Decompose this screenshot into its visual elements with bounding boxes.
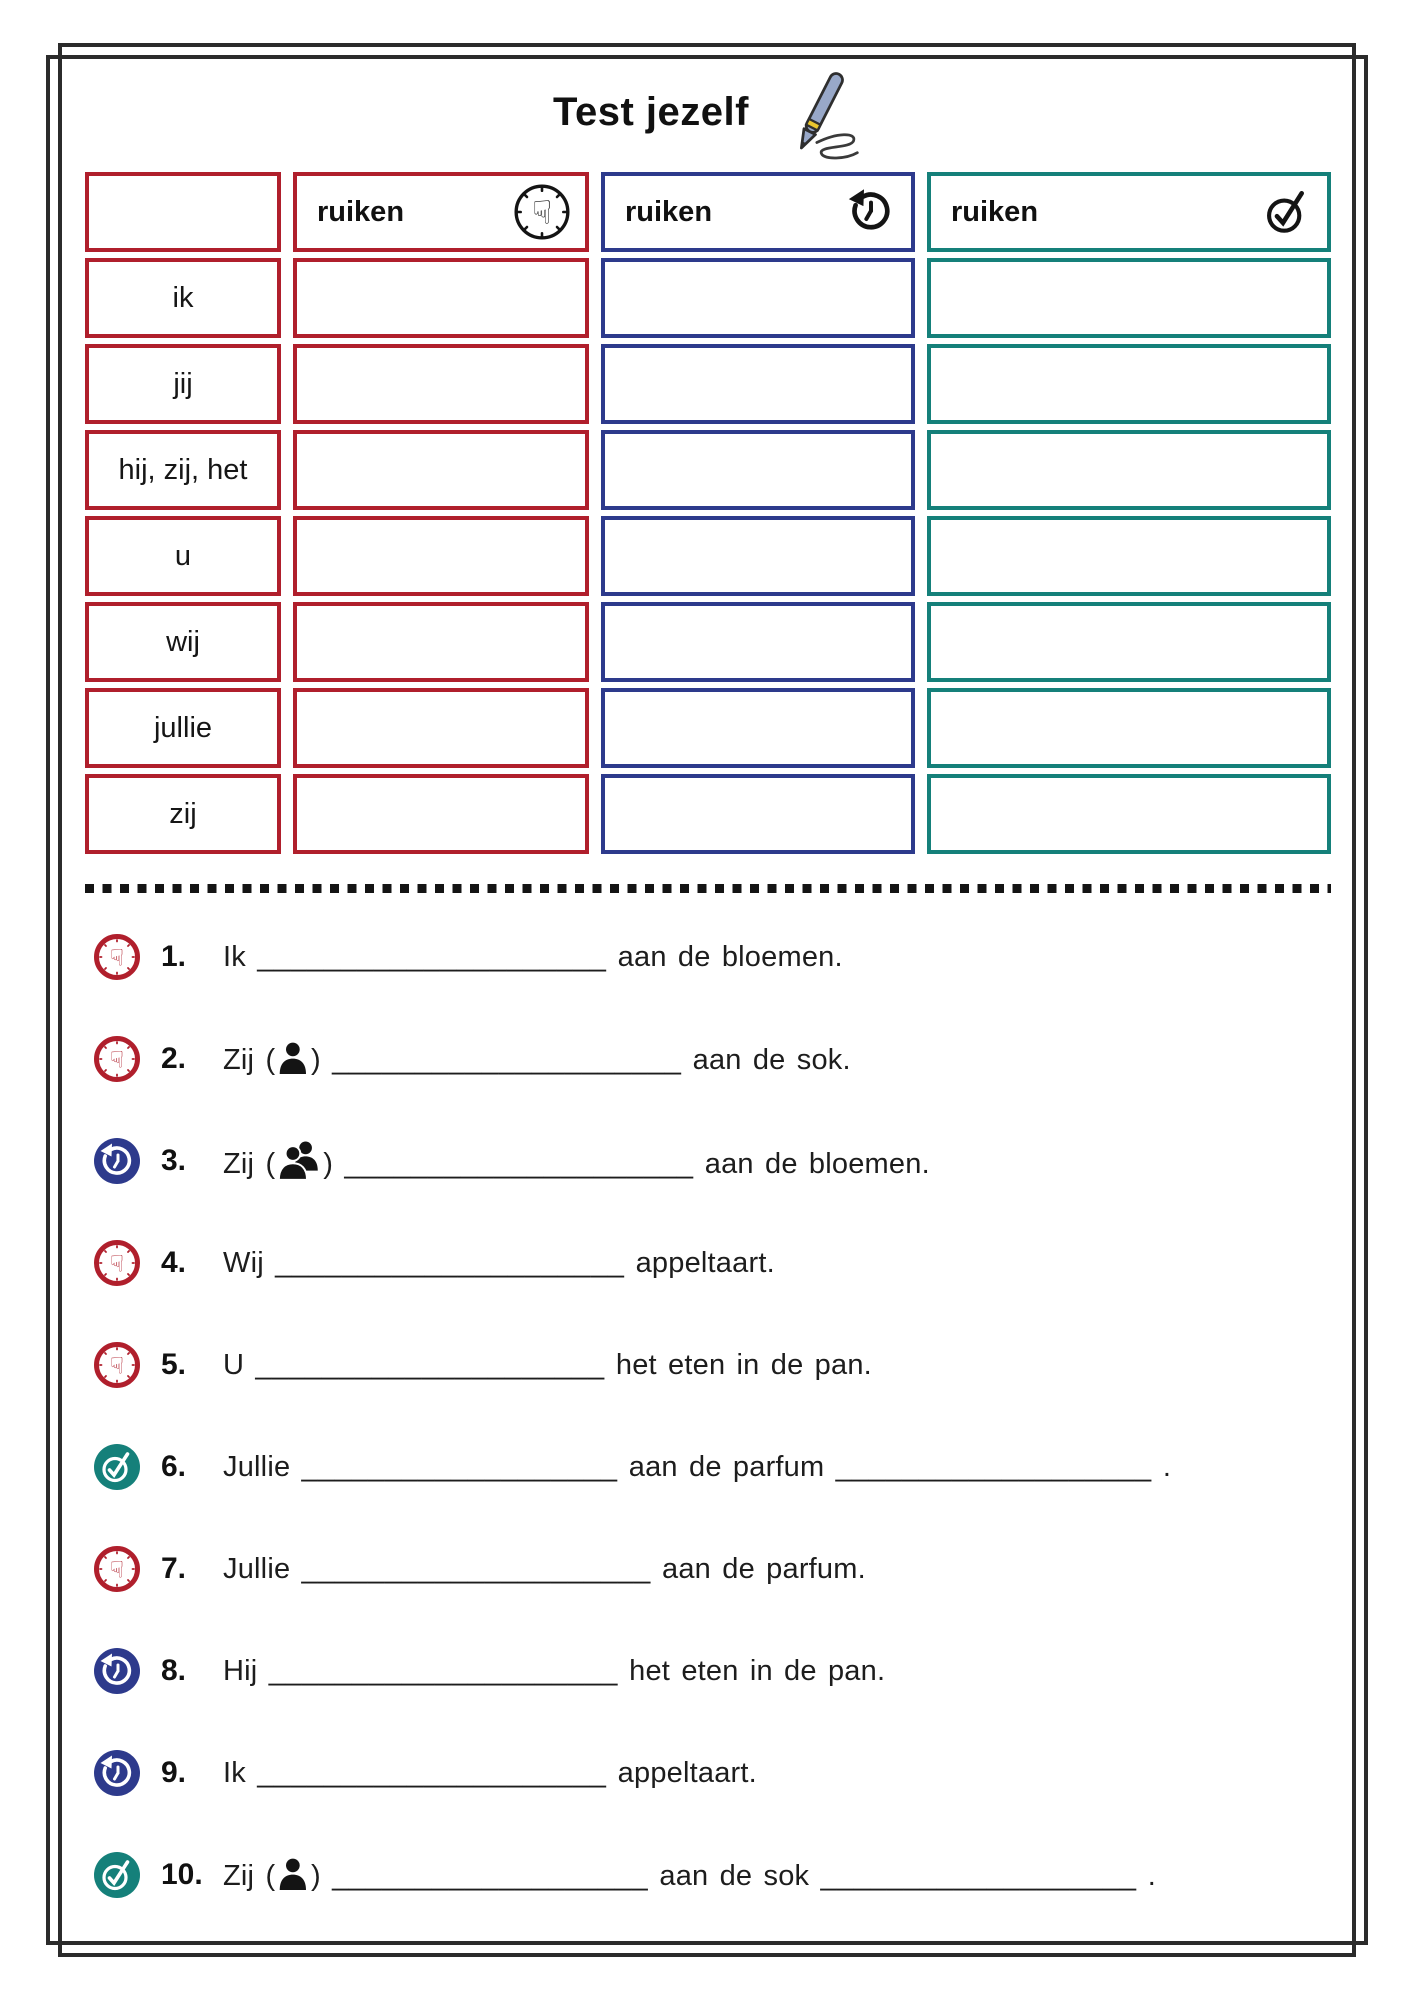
table-row-1 [85,344,1331,424]
answer-blank[interactable]: _____________________ [344,1148,694,1180]
header [0,55,1414,170]
pronoun-cell-0 [85,258,281,338]
answer-blank[interactable]: _____________________ [332,1043,682,1076]
sentence-text: Zij ( [223,1859,276,1892]
tense-icon-wrap [93,1239,141,1287]
answer-cell-present-3[interactable] [293,516,589,596]
table-header-row [85,172,1331,252]
table-row-2 [85,430,1331,510]
pronoun-cell-4 [85,602,281,682]
svg-text:☟: ☟ [109,1353,125,1380]
conjugation-table [85,172,1331,860]
pronoun-label: jullie [153,711,213,744]
checkmark-circle-icon [93,1443,141,1491]
table-row-5 [85,688,1331,768]
exercise-sentence [223,1451,1171,1484]
sentence-text: aan de sok. [681,1043,851,1076]
pronoun-cell-2 [85,430,281,510]
answer-cell-past-0[interactable] [601,258,915,338]
answer-blank[interactable]: ___________________ [332,1859,649,1892]
exercise-sentence [223,1655,885,1688]
now-clock-hand-icon [511,181,573,243]
history-arrow-icon [93,1137,141,1185]
answer-cell-perfect-5[interactable] [927,688,1331,768]
tense-icon-wrap [93,1137,141,1185]
answer-cell-present-6[interactable] [293,774,589,854]
exercise-row-6 [93,1416,1363,1518]
exercise-list [93,906,1363,1926]
tense-icon-wrap [93,1443,141,1491]
tense-icon-wrap [93,933,141,981]
header-cell-past [601,172,915,252]
exercise-row-3 [93,1110,1363,1212]
pronoun-label: zij [169,797,197,830]
exercise-row-8 [93,1620,1363,1722]
table-row-0 [85,258,1331,338]
exercise-number: 9. [161,1756,187,1789]
sentence-text: . [1136,1859,1156,1892]
checkmark-circle-icon [1257,183,1315,241]
sentence-text: ) [323,1148,345,1180]
header-cell-present [293,172,589,252]
sentence-text: appeltaart. [606,1756,757,1789]
svg-text:☟: ☟ [532,193,552,232]
exercise-number: 6. [161,1450,187,1483]
pronoun-cell-5 [85,688,281,768]
history-arrow-icon [93,1749,141,1797]
answer-cell-past-4[interactable] [601,602,915,682]
exercise-row-5 [93,1314,1363,1416]
sentence-text: aan de bloemen. [693,1148,930,1180]
pronoun-cell-3 [85,516,281,596]
header-cell-perfect [927,172,1331,252]
history-arrow-icon [93,1647,141,1695]
tense-icon-wrap [93,1035,141,1083]
exercise-number: 1. [161,940,187,973]
answer-cell-perfect-2[interactable] [927,430,1331,510]
sentence-text: appeltaart. [624,1246,775,1279]
answer-cell-present-4[interactable] [293,602,589,682]
group-icon [277,1141,321,1181]
answer-blank[interactable]: _____________________ [257,1756,607,1789]
sentence-text: het eten in de pan. [604,1348,872,1381]
tense-icon-wrap [93,1851,141,1899]
exercise-sentence [223,1042,851,1077]
history-arrow-icon [843,184,899,240]
pronoun-label: u [174,539,192,572]
exercise-sentence [223,1247,775,1280]
person-icon [278,1042,308,1074]
sentence-text: aan de parfum. [650,1552,866,1585]
exercise-sentence [223,1858,1156,1893]
svg-text:☟: ☟ [109,1251,125,1278]
answer-cell-present-1[interactable] [293,344,589,424]
now-clock-hand-icon [93,1341,141,1389]
answer-blank[interactable]: ___________________ [820,1859,1137,1892]
answer-cell-perfect-4[interactable] [927,602,1331,682]
exercise-sentence [223,1141,930,1181]
sentence-text: Wij [223,1246,276,1279]
sentence-text: Zij ( [223,1043,276,1076]
answer-cell-perfect-3[interactable] [927,516,1331,596]
pronoun-label: jij [173,367,193,400]
sentence-text: Ik [223,1756,258,1789]
sentence-text: ) [311,1043,333,1076]
answer-cell-past-3[interactable] [601,516,915,596]
table-body [85,258,1331,854]
table-row-4 [85,602,1331,682]
exercise-sentence [223,941,843,974]
sentence-text: Jullie [223,1552,302,1585]
sentence-text: U [223,1348,256,1381]
now-clock-hand-icon [93,1545,141,1593]
exercise-row-7 [93,1518,1363,1620]
person-icon [278,1858,308,1890]
sentence-text: . [1151,1450,1172,1483]
now-clock-hand-icon [93,1239,141,1287]
sentence-text: aan de sok [648,1859,821,1892]
verb-label: ruiken [317,195,405,228]
exercise-row-9 [93,1722,1363,1824]
exercise-row-2 [93,1008,1363,1110]
sentence-text: het eten in de pan. [617,1654,886,1687]
answer-cell-past-1[interactable] [601,344,915,424]
exercise-number: 5. [161,1348,187,1381]
exercise-row-10 [93,1824,1363,1926]
dotted-divider [85,884,1331,893]
answer-cell-perfect-1[interactable] [927,344,1331,424]
answer-blank[interactable]: _____________________ [255,1348,605,1381]
exercise-sentence [223,1757,757,1790]
pronoun-label: hij, zij, het [118,453,248,486]
pronoun-cell-1 [85,344,281,424]
exercise-number: 8. [161,1654,187,1687]
answer-blank[interactable]: ___________________ [835,1450,1152,1483]
tense-icon-wrap [93,1545,141,1593]
table-row-3 [85,516,1331,596]
exercise-row-4 [93,1212,1363,1314]
table-corner-cell [85,172,281,252]
answer-cell-perfect-0[interactable] [927,258,1331,338]
answer-cell-present-0[interactable] [293,258,589,338]
verb-label: ruiken [951,195,1039,228]
exercise-number: 2. [161,1042,187,1075]
svg-text:☟: ☟ [109,945,125,972]
exercise-number: 4. [161,1246,187,1279]
sentence-text: aan de bloemen. [606,940,843,973]
sentence-text: Ik [223,940,258,973]
svg-text:☟: ☟ [109,1047,125,1074]
tense-icon-wrap [93,1749,141,1797]
exercise-row-1 [93,906,1363,1008]
answer-blank[interactable]: _____________________ [268,1654,618,1687]
answer-cell-past-5[interactable] [601,688,915,768]
tense-icon-wrap [93,1341,141,1389]
verb-label: ruiken [625,195,713,228]
answer-cell-present-2[interactable] [293,430,589,510]
answer-cell-past-2[interactable] [601,430,915,510]
sentence-text: Zij ( [223,1148,276,1180]
exercise-number: 10. [161,1858,203,1891]
exercise-number: 7. [161,1552,187,1585]
sentence-text: Jullie [223,1450,302,1483]
checkmark-circle-icon [93,1851,141,1899]
now-clock-hand-icon [93,1035,141,1083]
tense-icon-wrap [93,1647,141,1695]
svg-text:☟: ☟ [109,1557,125,1584]
pronoun-label: ik [172,281,194,314]
answer-blank[interactable]: ___________________ [301,1450,618,1483]
table-row-6 [85,774,1331,854]
sentence-text: aan de parfum [617,1450,836,1483]
exercise-sentence [223,1553,866,1586]
answer-blank[interactable]: _____________________ [301,1552,651,1585]
pronoun-label: wij [166,625,200,658]
pronoun-cell-6 [85,774,281,854]
answer-cell-perfect-6[interactable] [927,774,1331,854]
now-clock-hand-icon [93,933,141,981]
exercise-number: 3. [161,1144,187,1177]
answer-cell-present-5[interactable] [293,688,589,768]
exercise-sentence [223,1349,872,1382]
page-title: Test jezelf [553,90,749,134]
sentence-text: ) [311,1859,333,1892]
answer-cell-past-6[interactable] [601,774,915,854]
pen-scribble-icon [769,53,861,173]
answer-blank[interactable]: _____________________ [275,1246,625,1279]
answer-blank[interactable]: _____________________ [257,940,607,973]
sentence-text: Hij [223,1654,269,1687]
